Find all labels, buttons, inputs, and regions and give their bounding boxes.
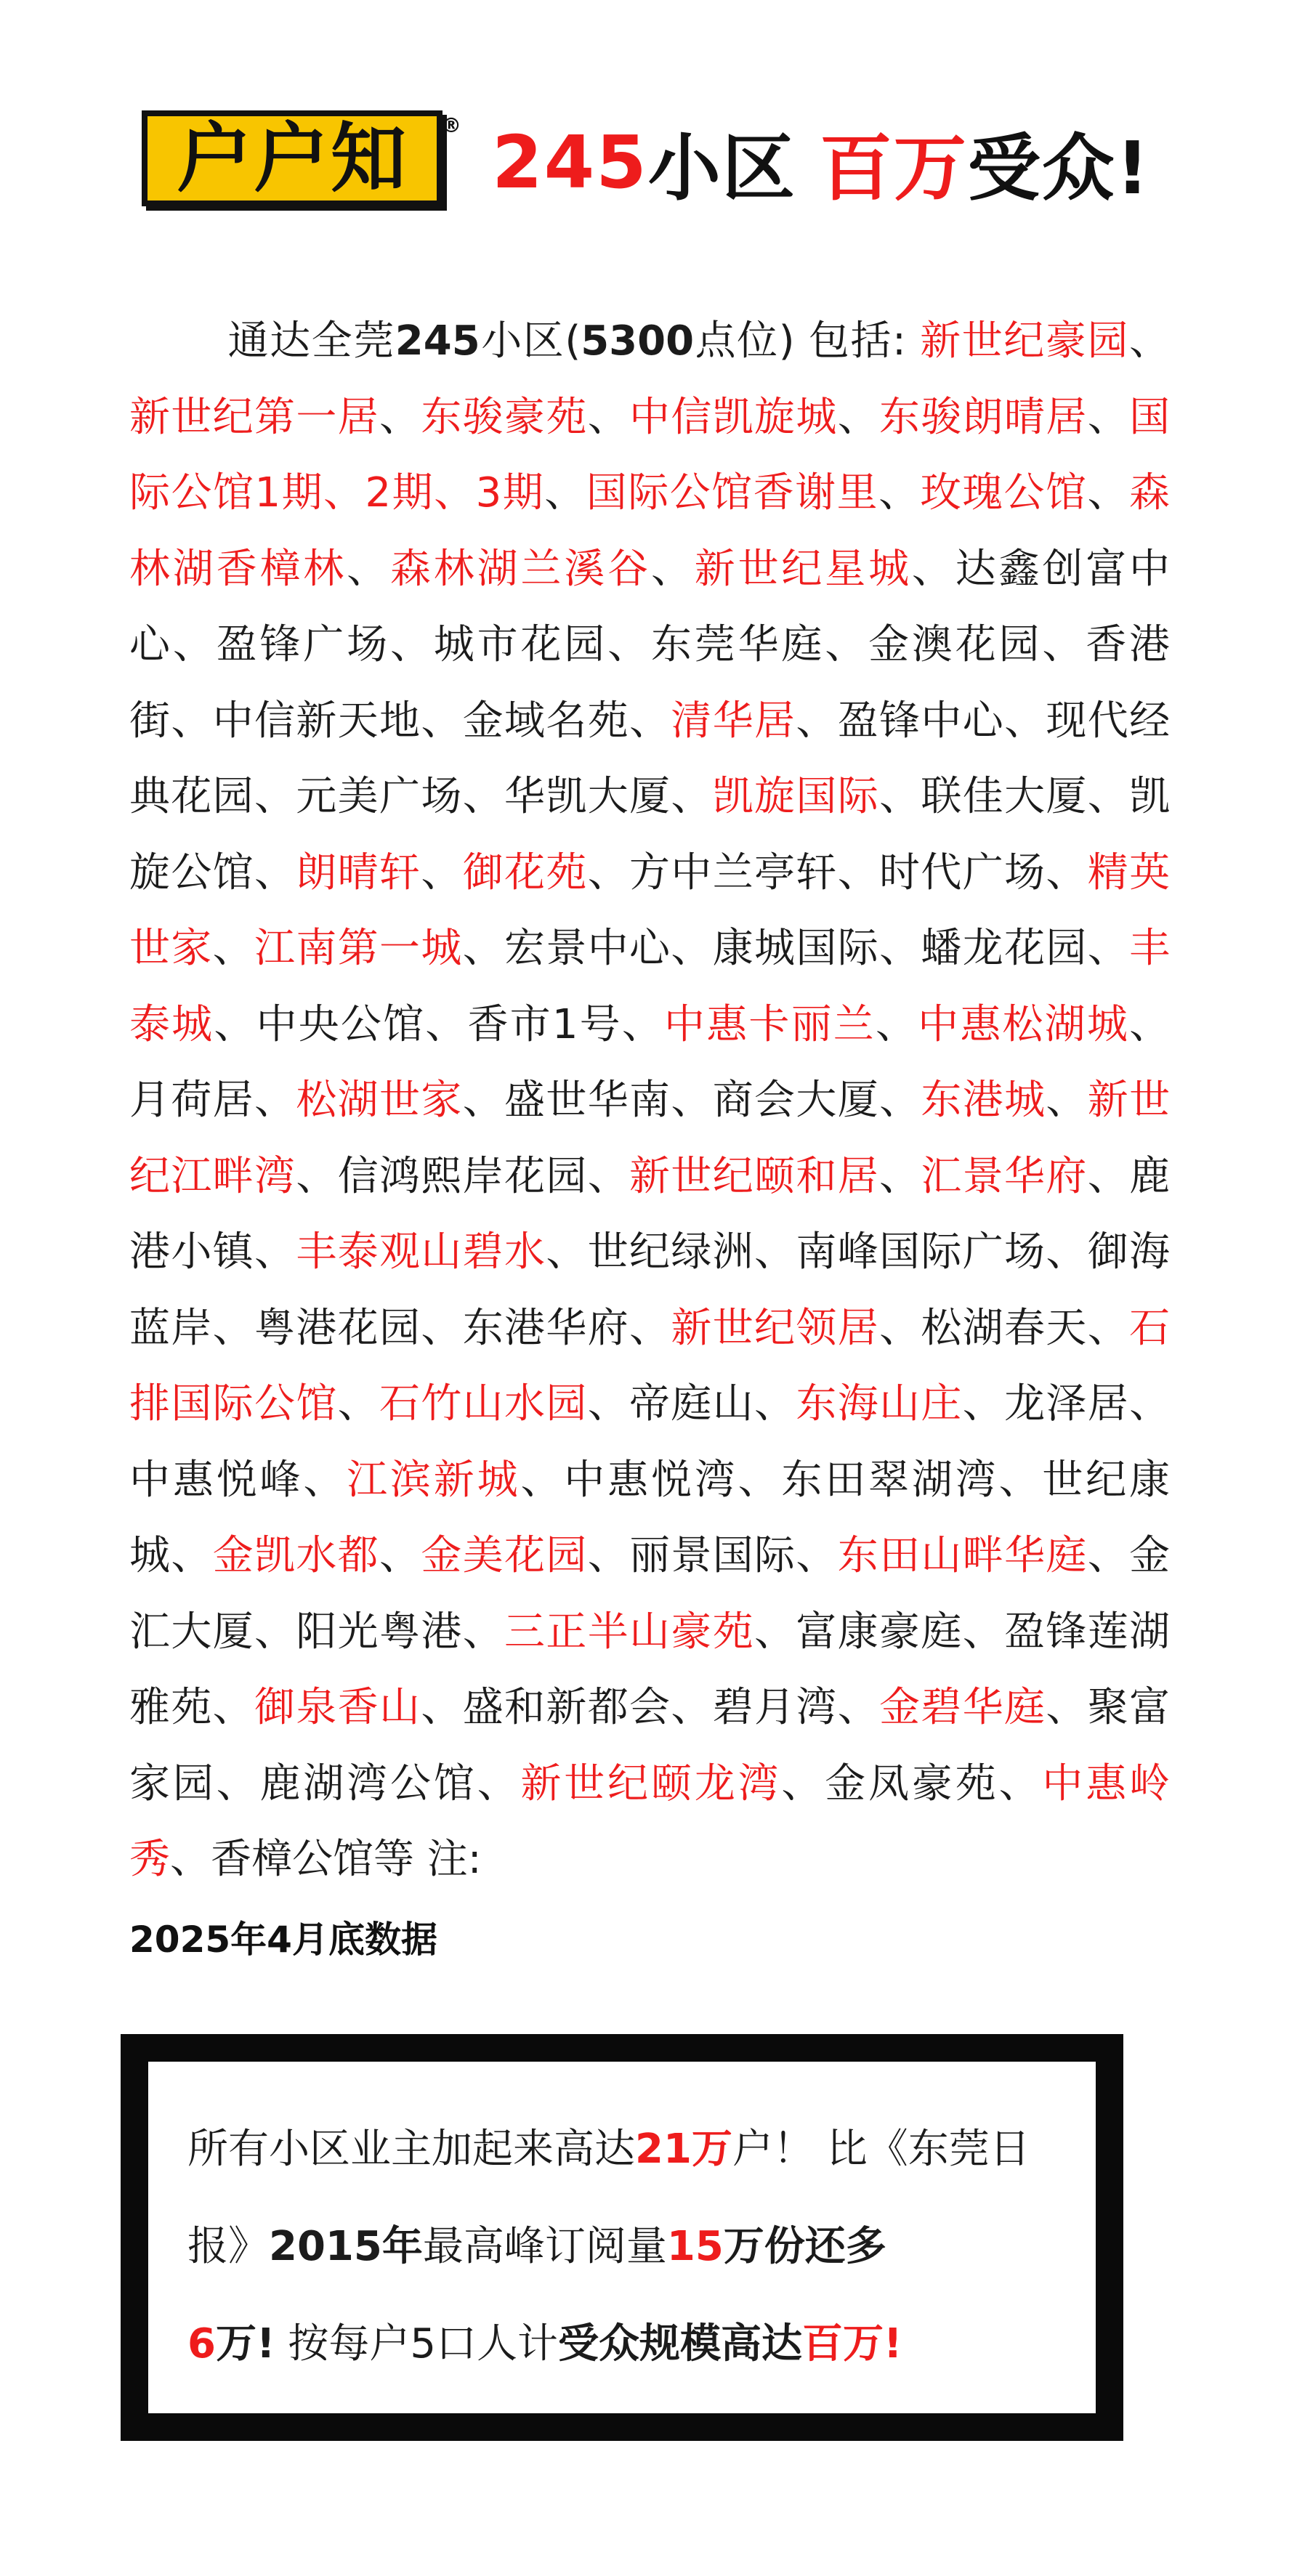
list-separator: 、 xyxy=(607,621,651,668)
list-separator: 、 xyxy=(837,1684,880,1731)
community-name: 城市花园 xyxy=(433,621,608,668)
list-separator: 、 xyxy=(754,1380,796,1427)
community-name: 南峰国际广场 xyxy=(796,1228,1046,1276)
community-name: 华凯大厦 xyxy=(504,773,671,820)
community-name: 中信新天地 xyxy=(212,697,421,745)
summary-box xyxy=(121,2034,1123,2441)
community-name: 金澳花园 xyxy=(868,621,1043,668)
list-separator: 、 xyxy=(879,1152,921,1200)
summary-part-bold: 万! xyxy=(215,2320,275,2368)
list-separator: 、 xyxy=(587,393,630,441)
community-name: 达鑫创富中心 xyxy=(129,545,1171,668)
list-separator: 、 xyxy=(303,1456,347,1504)
community-name: 御海蓝岸 xyxy=(129,1228,1171,1352)
list-separator: 、 xyxy=(998,1759,1043,1807)
list-separator: 、 xyxy=(781,1759,825,1807)
list-separator: 、 xyxy=(477,1759,521,1807)
list-separator: 、 xyxy=(671,925,713,972)
summary-households: 21万 xyxy=(635,2126,732,2173)
community-name: 聚富家园 xyxy=(129,1684,1171,1807)
list-separator: 、 xyxy=(879,773,921,820)
intro-count: 245 xyxy=(395,317,480,365)
list-separator: 、 xyxy=(212,1304,255,1352)
community-name: 盛和新都会 xyxy=(462,1684,671,1731)
intro-text-3: 点位) 包括: xyxy=(694,317,921,365)
list-separator: 、 xyxy=(425,1000,468,1048)
community-name: 东港华府 xyxy=(462,1304,630,1352)
community-name: 碧月湾 xyxy=(712,1684,838,1731)
headline-number: 245 xyxy=(492,119,648,205)
community-name: 元美广场 xyxy=(296,773,463,820)
list-separator: 、 xyxy=(837,393,880,441)
list-separator: 、 xyxy=(1087,393,1130,441)
community-name: 东田翠湖湾 xyxy=(781,1456,999,1504)
registered-mark: ® xyxy=(441,113,461,137)
community-name: 富康豪庭 xyxy=(796,1608,963,1656)
list-separator: 、 xyxy=(587,1532,630,1579)
community-name: 中惠岭秀 xyxy=(129,1759,1171,1883)
community-name: 中信凯旋城 xyxy=(629,393,838,441)
list-separator: 、 xyxy=(998,1456,1043,1504)
community-name: 江南第一城 xyxy=(254,925,463,972)
community-name: 森林湖香樟林 xyxy=(129,469,1170,593)
community-name: 国际公馆香谢里 xyxy=(586,469,879,517)
list-separator: 、 xyxy=(875,1000,918,1048)
community-list-paragraph xyxy=(129,304,1170,1898)
list-separator: 、 xyxy=(347,545,390,593)
community-name: 康城国际 xyxy=(712,925,880,972)
intro-text-2: 小区( xyxy=(480,317,581,365)
community-name: 金凯水都 xyxy=(212,1532,380,1579)
list-separator: 、 xyxy=(254,1608,296,1656)
list-separator: 、 xyxy=(1087,1304,1130,1352)
list-separator: 、 xyxy=(671,1684,713,1731)
list-separator: 、 xyxy=(212,925,255,972)
list-separator: 、 xyxy=(629,1304,671,1352)
community-name: 现代经典花园 xyxy=(129,697,1171,820)
summary-part: 所有小区业主加起来高达 xyxy=(187,2126,635,2173)
list-separator: 、 xyxy=(879,1304,921,1352)
headline-end: 受众! xyxy=(967,126,1151,211)
list-separator: 、 xyxy=(1042,621,1086,668)
list-separator: 、 xyxy=(754,1608,796,1656)
list-separator: 、 xyxy=(587,848,630,896)
community-name: 阳光粤港 xyxy=(296,1608,463,1656)
list-separator: 、 xyxy=(650,545,695,593)
summary-difference: 6 xyxy=(187,2320,216,2368)
list-separator: 、 xyxy=(421,1684,463,1731)
list-separator: 、 xyxy=(1129,1000,1171,1048)
community-name: 国际公馆1期、2期、3期 xyxy=(129,393,1171,517)
list-separator: 、 xyxy=(389,621,434,668)
community-name: 石竹山水园 xyxy=(379,1380,588,1427)
list-separator: 、 xyxy=(462,1608,505,1656)
list-separator: 、 xyxy=(1087,773,1130,820)
list-separator: 、 xyxy=(546,1228,588,1276)
list-separator: 、 xyxy=(671,773,713,820)
community-name: 鹿湖湾公馆 xyxy=(259,1759,477,1807)
list-separator: 、 xyxy=(796,697,838,745)
list-separator: 、 xyxy=(214,1000,256,1048)
community-name: 世纪康城 xyxy=(129,1456,1171,1579)
list-separator: 、 xyxy=(1087,1532,1130,1579)
community-name: 东田山畔华庭 xyxy=(837,1532,1088,1579)
logo-text: 户户知 xyxy=(176,114,408,203)
community-name: 帝庭山 xyxy=(629,1380,755,1427)
list-separator: 、 xyxy=(254,848,296,896)
list-separator: 、 xyxy=(1046,1077,1088,1124)
list-separator: 、 xyxy=(462,925,505,972)
community-name: 东莞华庭 xyxy=(650,621,825,668)
community-name: 御花苑 xyxy=(462,848,588,896)
list-separator: 、 xyxy=(1046,1228,1088,1276)
community-name: 松湖世家 xyxy=(296,1077,463,1124)
community-name: 汇景华府 xyxy=(921,1152,1088,1200)
summary-subscriptions: 15 xyxy=(666,2223,724,2270)
list-separator: 、 xyxy=(379,393,421,441)
list-separator: 、 xyxy=(837,848,880,896)
community-name: 粤港花园 xyxy=(254,1304,421,1352)
intro-points: 5300 xyxy=(581,317,695,365)
community-name: 朗晴轩 xyxy=(296,848,421,896)
list-separator: 、 xyxy=(1046,1684,1088,1731)
list-separator: 、 xyxy=(1004,697,1046,745)
list-separator: 、 xyxy=(170,1836,211,1883)
community-name: 联佳大厦 xyxy=(921,773,1088,820)
list-separator: 、 xyxy=(337,1380,380,1427)
community-name: 新世纪江畔湾 xyxy=(129,1077,1171,1200)
community-name: 中惠悦湾 xyxy=(564,1456,738,1504)
list-separator: 、 xyxy=(421,1304,463,1352)
list-separator: 、 xyxy=(754,1228,796,1276)
community-name: 金域名苑 xyxy=(462,697,630,745)
community-name: 新世纪颐龙湾 xyxy=(520,1759,782,1807)
header xyxy=(142,108,1173,216)
community-name: 中央公馆 xyxy=(256,1000,426,1048)
community-name: 丽景国际 xyxy=(629,1532,796,1579)
brand-logo xyxy=(142,110,461,206)
list-separator: 、 xyxy=(911,545,955,593)
summary-part-bold: 万份还多 xyxy=(723,2223,886,2270)
community-name: 森林湖兰溪谷 xyxy=(389,545,651,593)
community-name: 盛世华南 xyxy=(504,1077,671,1124)
summary-text xyxy=(187,2101,1081,2393)
community-name: 精英世家 xyxy=(129,848,1171,972)
community-name: 丰泰城 xyxy=(129,925,1171,1048)
summary-audience: 百万! xyxy=(801,2320,902,2368)
intro-text: 通达全莞 xyxy=(227,317,395,365)
community-name: 新世纪豪园 xyxy=(920,317,1129,365)
community-name: 金汇大厦 xyxy=(129,1532,1171,1656)
list-separator: 、 xyxy=(1087,925,1130,972)
list-separator: 、 xyxy=(296,1152,338,1200)
community-name: 盈锋莲湖雅苑 xyxy=(129,1608,1171,1731)
list-separator: 、 xyxy=(796,1532,838,1579)
community-name: 金凤豪苑 xyxy=(825,1759,999,1807)
community-name: 金碧华庭 xyxy=(879,1684,1046,1731)
community-name: 江滨新城 xyxy=(347,1456,521,1504)
list-ending: 等 注: xyxy=(373,1836,482,1883)
summary-year: 2015年 xyxy=(269,2223,423,2270)
community-name: 香市1号 xyxy=(467,1000,622,1048)
list-separator: 、 xyxy=(421,697,463,745)
community-name: 东骏豪苑 xyxy=(421,393,588,441)
list-separator: 、 xyxy=(462,773,505,820)
community-name: 月荷居 xyxy=(129,1077,254,1124)
summary-part: 户！ 比《东莞日报》 xyxy=(187,2126,1030,2270)
community-name: 清华居 xyxy=(671,697,796,745)
list-separator: 、 xyxy=(1129,317,1170,365)
list-separator: 、 xyxy=(962,1380,1005,1427)
community-name: 香港街 xyxy=(129,621,1171,745)
list-separator: 、 xyxy=(171,697,213,745)
community-name: 石排国际公馆 xyxy=(129,1304,1171,1427)
community-name: 商会大厦 xyxy=(712,1077,880,1124)
list-separator: 、 xyxy=(1087,1152,1130,1200)
community-name: 丰泰观山碧水 xyxy=(296,1228,546,1276)
community-name: 玫瑰公馆 xyxy=(920,469,1088,517)
community-name: 御泉香山 xyxy=(254,1684,421,1731)
list-separator: 、 xyxy=(879,1077,921,1124)
community-name: 三正半山豪苑 xyxy=(504,1608,755,1656)
community-name: 蟠龙花园 xyxy=(921,925,1088,972)
list-separator: 、 xyxy=(254,1077,296,1124)
list-separator: 、 xyxy=(621,1000,665,1048)
list-separator: 、 xyxy=(212,1684,255,1731)
community-name: 新世纪颐和居 xyxy=(629,1152,880,1200)
headline-highlight: 百万 xyxy=(819,126,968,211)
community-name: 新世纪第一居 xyxy=(129,393,379,441)
list-separator: 、 xyxy=(629,697,671,745)
community-name: 凯旋公馆 xyxy=(129,773,1171,896)
list-separator: 、 xyxy=(254,1228,296,1276)
list-separator: 、 xyxy=(1046,848,1088,896)
data-footnote: 2025年4月底数据 xyxy=(129,1919,437,1961)
community-name: 金美花园 xyxy=(421,1532,588,1579)
list-separator: 、 xyxy=(879,925,921,972)
list-separator: 、 xyxy=(171,1532,213,1579)
list-separator: 、 xyxy=(878,469,921,517)
community-name: 东海山庄 xyxy=(796,1380,963,1427)
community-name: 信鸿熙岸花园 xyxy=(337,1152,588,1200)
summary-part-bold: 受众规模高达 xyxy=(557,2320,802,2368)
list-separator: 、 xyxy=(962,1608,1005,1656)
list-separator: 、 xyxy=(671,1077,713,1124)
community-list xyxy=(129,317,1170,1883)
list-separator: 、 xyxy=(216,1759,260,1807)
list-separator: 、 xyxy=(462,1077,505,1124)
community-name: 中惠悦峰 xyxy=(129,1456,304,1504)
community-name: 松湖春天 xyxy=(921,1304,1088,1352)
headline xyxy=(492,108,1150,216)
summary-part: 按每户5口人计 xyxy=(275,2320,558,2368)
list-separator: 、 xyxy=(421,848,463,896)
list-separator: 、 xyxy=(587,1152,630,1200)
community-name: 时代广场 xyxy=(879,848,1046,896)
community-name: 方中兰亭轩 xyxy=(629,848,838,896)
list-separator: 、 xyxy=(520,1456,565,1504)
community-name: 鹿港小镇 xyxy=(129,1152,1171,1276)
list-separator: 、 xyxy=(1087,469,1129,517)
community-name: 龙泽居 xyxy=(1004,1380,1130,1427)
community-name: 中惠卡丽兰 xyxy=(664,1000,876,1048)
list-separator: 、 xyxy=(254,773,296,820)
community-name: 世纪绿洲 xyxy=(587,1228,755,1276)
community-name: 中惠松湖城 xyxy=(918,1000,1130,1048)
list-separator: 、 xyxy=(587,1380,630,1427)
summary-part: 最高峰订阅量 xyxy=(422,2223,667,2270)
list-separator: 、 xyxy=(738,1456,782,1504)
community-name: 香樟公馆 xyxy=(211,1836,373,1883)
list-separator: 、 xyxy=(379,1532,421,1579)
headline-mid: 小区 xyxy=(647,126,796,211)
list-separator: 、 xyxy=(172,621,217,668)
community-name: 宏景中心 xyxy=(504,925,671,972)
list-separator: 、 xyxy=(544,469,586,517)
list-separator: 、 xyxy=(1129,1380,1171,1427)
list-separator: 、 xyxy=(825,621,869,668)
community-name: 盈锋广场 xyxy=(216,621,390,668)
community-name: 东骏朗晴居 xyxy=(879,393,1088,441)
community-name: 新世纪星城 xyxy=(694,545,912,593)
community-name: 凯旋国际 xyxy=(712,773,880,820)
community-name: 东港城 xyxy=(921,1077,1046,1124)
community-name: 新世纪领居 xyxy=(671,1304,880,1352)
community-name: 盈锋中心 xyxy=(837,697,1005,745)
